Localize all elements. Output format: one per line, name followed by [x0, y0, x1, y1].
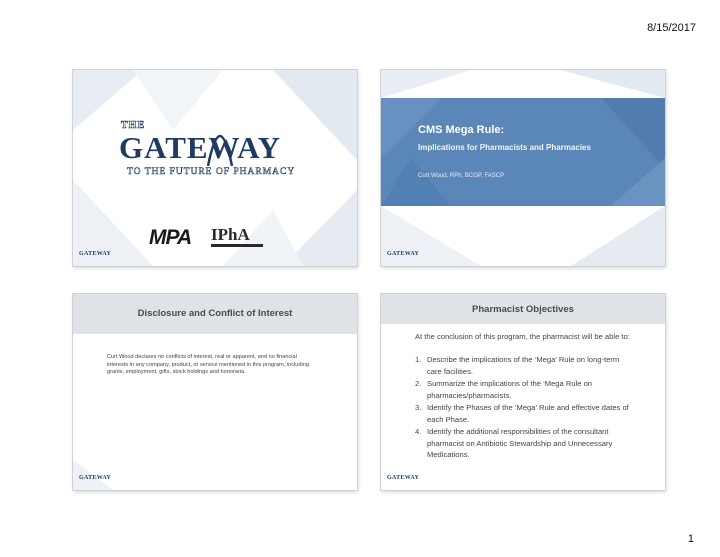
slide-title: Disclosure and Conflict of Interest — [137, 308, 293, 319]
item-text: Summarize the implications of the ‘Mega Rule on pharmacies/pharmacists. — [427, 379, 593, 400]
logo-main: GATEWAY — [119, 130, 282, 165]
item-text: Identify the additional responsibilities of the consultant pharmacist on Antibiotic Stewardship and Unnecessary Medications. — [427, 427, 613, 459]
item-number: 1. — [415, 355, 422, 364]
footer-logo: GATEWAY — [79, 475, 112, 481]
mpa-text: MPA — [149, 226, 192, 249]
slide-3-thumbnail[interactable] — [73, 294, 357, 490]
mpa-logo — [149, 226, 191, 250]
footer-logo: GATEWAY — [79, 251, 112, 257]
item-text: Describe the implications of the ‘Mega’ Rule on long-term care facilities. — [427, 355, 620, 376]
corner-triangles — [73, 450, 133, 490]
slide-title: Pharmacist Objectives — [472, 304, 574, 315]
item-number: 4. — [415, 427, 422, 436]
slide-title: CMS Mega Rule: — [418, 124, 505, 136]
list-item — [415, 426, 635, 461]
slide-4-thumbnail[interactable] — [381, 294, 665, 490]
slide-intro: At the conclusion of this program, the pharmacist will be able to: — [415, 332, 630, 341]
logo-the: THE — [121, 120, 146, 131]
item-text: Identify the Phases of the ‘Mega’ Rule and effective dates of each Phase. — [427, 403, 629, 424]
objectives-list — [415, 354, 635, 462]
slide-author: Curt Wood, RPh, BCGP, FASCP — [418, 173, 505, 179]
footer-logo: GATEWAY — [387, 251, 420, 257]
ipha-text: IPhA — [211, 225, 250, 244]
header-date: 8/15/2017 — [647, 22, 696, 34]
item-number: 3. — [415, 403, 422, 412]
slide-1-thumbnail[interactable] — [73, 70, 357, 266]
list-item — [415, 402, 635, 425]
item-number: 2. — [415, 379, 422, 388]
list-item — [415, 354, 635, 377]
slide-2-thumbnail[interactable] — [381, 70, 665, 266]
title-bar — [73, 294, 357, 334]
slide-subtitle: Implications for Pharmacists and Pharmacies — [418, 143, 591, 152]
ipha-logo — [211, 225, 263, 249]
title-bar — [381, 294, 665, 324]
slide-body: Curt Wood declares no conflicts of interest, real or apparent, and no financial interests in any company, product, or service mentioned in this program, including grants, employment, gifts, stock holdings and honoraria. — [107, 354, 309, 375]
footer-logo: GATEWAY — [387, 475, 420, 481]
list-item — [415, 378, 635, 401]
page-number: 1 — [687, 533, 694, 545]
logo-sub: TO THE FUTURE OF PHARMACY — [127, 167, 296, 177]
